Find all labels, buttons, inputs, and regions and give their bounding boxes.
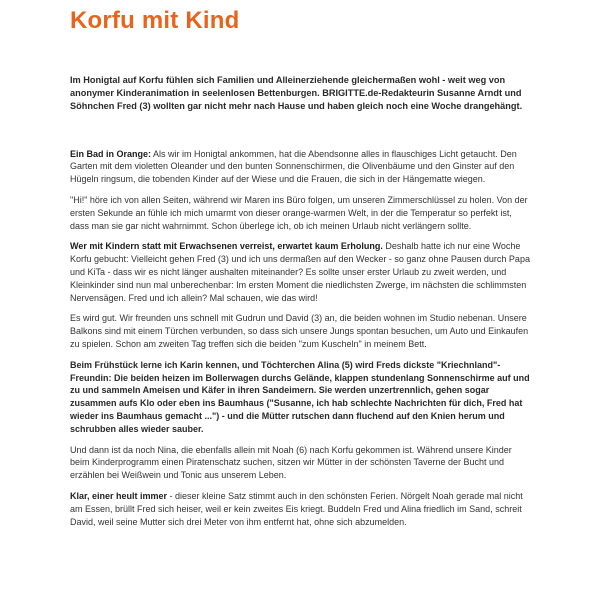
paragraph-lead: Ein Bad in Orange: [70, 148, 152, 159]
paragraph-text: Als wir im Honigtal ankommen, hat die Abendsonne alles in flauschiges Licht getaucht. Den Garten mit dem violetten Oleander und den bunten Sonnenschirmen, die Olivenbäume und den Ginster auf den Hügeln ringsum, die tobenden Kinder auf der Wiese und die Frauen, die sich in der Hängematte wiegen. [70, 148, 517, 185]
paragraph-lead: Klar, einer heult immer [70, 490, 168, 501]
paragraph-text: Und dann ist da noch Nina, die ebenfalls allein mit Noah (6) nach Korfu gekommen ist. Während unsere Kinder beim Kinderprogramm einen Piratenschatz suchen, sitzen wir Mütter in der schönsten Taverne der Bucht und erzählen bei Weißwein und Tonic aus unserem Leben. [70, 444, 512, 481]
paragraph [70, 240, 530, 304]
paragraph [70, 194, 530, 232]
paragraph-text: "Hi!" höre ich von allen Seiten, während wir Maren ins Büro folgen, um unseren Zimmerschlüssel zu holen. Von der ersten Sekunde an fühle ich mich umarmt von dieser orange-warmen Welt, in der die Temperatur so perfekt ist, dass man sie gar nicht wahrnimmt. Schon überlege ich, ob ich meinen Urlaub nicht verlängern sollte. [70, 195, 528, 231]
paragraph-text: Beim Frühstück lerne ich Karin kennen, und Töchterchen Alina (5) wird Freds dickste "Kriechnland"-Freundin: Die beiden heizen im Bollerwagen durchs Gelände, klappen stundenlang Sonnenschirme auf und zu und sammeln Ameisen und Käfer in ihren Sandeimern. Sie werden unzertrennlich, gehen sogar zusammen aufs Klo oder eben ins Baumhaus ("Susanne, ich hab schlechte Nachrichten für dich, Fred hat wieder ins Baumhaus gemacht ...") - und die Mütter rutschen dann fluchend auf den Knien herum und schrubben alles wieder sauber. [70, 359, 530, 434]
paragraph [70, 312, 530, 350]
article-body [70, 148, 530, 529]
article-intro: Im Honigtal auf Korfu fühlen sich Familien und Alleinerziehende gleichermaßen wohl - weit weg von anonymer Kinderanimation in seelenlosen Bettenburgen. BRIGITTE.de-Redakteurin Susanne Arndt und Söhnchen Fred (3) wollten gar nicht mehr nach Hause und haben gleich noch eine Woche drangehängt. [70, 75, 523, 112]
paragraph [70, 359, 530, 436]
paragraph-text: Es wird gut. Wir freunden uns schnell mit Gudrun und David (3) an, die beiden wohnen im Studio nebenan. Unsere Balkons sind mit einem Türchen verbunden, so dass sich unsere Jungs spontan besuchen, um Auto und Einkaufen zu spielen. Schon am zweiten Tag treffen sich die beiden "zum Kuscheln" in meinem Bett. [70, 313, 529, 349]
paragraph [70, 148, 530, 186]
paragraph [70, 490, 530, 528]
article-title: Korfu mit Kind [70, 7, 240, 34]
paragraph [70, 444, 530, 482]
paragraph-lead: Wer mit Kindern statt mit Erwachsenen verreist, erwartet kaum Erholung. [70, 241, 383, 252]
paragraph-text: - dieser kleine Satz stimmt auch in den schönsten Ferien. Nörgelt Noah gerade mal nicht am Essen, brüllt Fred sich heiser, weil er kein zweites Eis kriegt. Buddeln Fred und Alina friedlich im Sand, schreit David, weil seine Mutter sich drei Meter von ihm entfernt hat, ohne sich abzumelden. [70, 490, 523, 527]
paragraph-text: Deshalb hatte ich nur eine Woche Korfu gebucht: Vielleicht gehen Fred (3) und ich uns dermaßen auf den Wecker - so ganz ohne Pausen durch Papa und KiTa - dass wir es nicht länger aushalten miteinander? Es sollte unser erster Urlaub zu zweit werden, und Kleinkinder sind nun mal unberechenbar: Im ersten Moment die niedlichsten Zwerge, im nächsten die schlimmsten Nervensägen. Fred und ich allein? Mal schauen, wie das wird! [70, 241, 530, 303]
